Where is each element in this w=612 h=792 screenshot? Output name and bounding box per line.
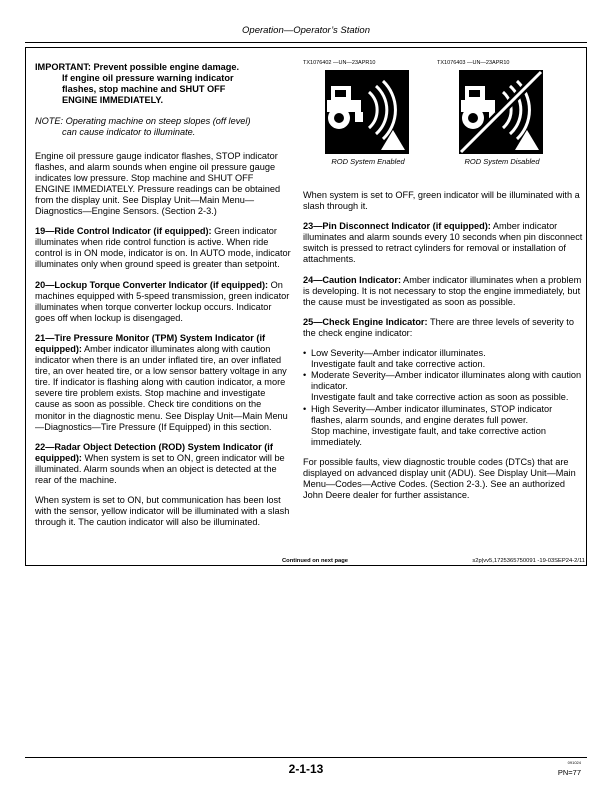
- page-header-title: Operation—Operator’s Station: [242, 25, 370, 36]
- figure-caption: ROD System Enabled: [331, 157, 405, 166]
- note-line-1: NOTE: Operating machine on steep slopes (off level): [35, 116, 251, 127]
- important-line-3: flashes, stop machine and SHUT OFF: [62, 84, 226, 95]
- item-21-body: Amber indicator illuminates along with caution indicator when there is an under inflated tire, an over inflated tire, an over heated tire, or a low sensor battery voltage in any tire. If indicator is flashing along with caution indicator, a more severe tire problem exists. Stop machine and investigate cause as soon as possible. Check tire conditions on the monitor in the diagnostic menu. See Display Unit—Main Menu—Diagnostics—Tire Pressure (If Equipped) in this section.: [35, 343, 288, 432]
- item-24-heading: 24—Caution Indicator:: [303, 274, 402, 285]
- section-code: s2p|vv5,1725365750091 -19-03SEP24-2/11: [472, 558, 585, 564]
- left-column: [35, 62, 291, 537]
- item-19-heading: 19—Ride Control Indicator (if equipped):: [35, 226, 212, 237]
- note-line-2: can cause indicator to illuminate.: [62, 127, 196, 138]
- figure-caption: ROD System Disabled: [464, 157, 540, 166]
- item-19: [35, 226, 291, 270]
- footer-rule: [25, 757, 587, 758]
- item-20-heading: 20—Lockup Torque Converter Indicator (if equipped):: [35, 279, 269, 290]
- item-25-heading: 25—Check Engine Indicator:: [303, 316, 428, 327]
- item-21: [35, 333, 291, 433]
- item-23-body: Amber indicator illuminates and alarm sounds every 10 seconds when pin disconnect switch is pressed to retract cylinders for removal or installation of attachments.: [303, 221, 583, 265]
- figure-code: TX1076403 —UN—23APR10: [437, 60, 510, 66]
- severity-low-action: Investigate fault and take corrective action.: [311, 359, 486, 370]
- rod-off-paragraph: When system is set to OFF, green indicator will be illuminated with a slash through it.: [303, 190, 580, 212]
- important-notice: [35, 62, 291, 106]
- item-23-heading: 23—Pin Disconnect Indicator (if equipped):: [303, 221, 491, 232]
- oil-pressure-paragraph: Engine oil pressure gauge indicator flashes, STOP indicator flashes, and alarm sounds when engine oil pressure gauge indicates low pressure. Stop machine and SHUT OFF ENGINE IMMEDIATELY. Pressure readings can be obtained from the display unit. See Display Unit—Main Menu—Diagnostics—Engine Sensors. (Section 2-3.): [35, 150, 281, 217]
- item-25-body: There are three levels of severity to the check engine indicator:: [303, 316, 574, 338]
- list-item: [303, 370, 585, 403]
- item-24: [303, 275, 585, 308]
- item-20: [35, 280, 291, 324]
- important-line-1: IMPORTANT: Prevent possible engine damage.: [35, 62, 240, 72]
- list-item: [303, 348, 585, 370]
- severity-high: High Severity—Amber indicator illuminates, STOP indicator flashes, alarm sounds, and engine derates full power.: [311, 403, 553, 425]
- page-number: 2-1-13: [288, 762, 324, 776]
- item-21-heading: 21—Tire Pressure Monitor (TPM) System Indicator (if equipped):: [35, 332, 266, 354]
- severity-low: Low Severity—Amber indicator illuminates.: [311, 348, 486, 359]
- item-23: [303, 221, 585, 265]
- pn-number: PN=77: [557, 768, 581, 777]
- important-line-4: ENGINE IMMEDIATELY.: [62, 95, 164, 106]
- figure-rod-enabled: [303, 60, 433, 166]
- item-25: [303, 317, 585, 339]
- rod-disabled-icon: [459, 70, 543, 154]
- item-24-body: Amber indicator illuminates when a problem is developing. It is not necessary to stop the engine immediately, but the cause must be investigated as soon as possible.: [303, 274, 582, 307]
- figure-code: TX1076402 —UN—23APR10: [303, 60, 376, 66]
- continued-note: Continued on next page: [282, 558, 349, 564]
- severity-list: [303, 348, 585, 448]
- rod-enabled-icon: [325, 70, 409, 154]
- footer-small-code: 091024: [567, 760, 581, 765]
- note: [35, 116, 291, 138]
- figure-rod-disabled: [437, 60, 567, 166]
- right-column: [303, 190, 585, 510]
- severity-moderate-action: Investigate fault and take corrective action as soon as possible.: [311, 392, 569, 403]
- item-22-heading: 22—Radar Object Detection (ROD) System Indicator (if equipped):: [35, 441, 273, 463]
- severity-high-action: Stop machine, investigate fault, and take corrective action immediately.: [311, 425, 546, 447]
- dtc-paragraph: For possible faults, view diagnostic trouble codes (DTCs) that are displayed on advanced display unit (ADU). See Display Unit—Main Menu—Codes—Active Codes. (Section 2-3.). See an authorized John Deere dealer for further assistance.: [303, 456, 576, 501]
- item-19-body: Green indicator illuminates when ride control function is active. When ride control is in ON mode, indicator is on. In AUTO mode, indicator illuminates only when ground speed is greater than setpoint.: [35, 226, 291, 270]
- severity-moderate: Moderate Severity—Amber indicator illuminates along with caution indicator.: [311, 370, 582, 392]
- item-22: [35, 442, 291, 486]
- item-22-body: When system is set to ON, green indicator will be illuminated. Alarm sounds when an object is detected at the rear of the machine.: [35, 452, 285, 485]
- list-item: [303, 404, 585, 448]
- important-line-2: If engine oil pressure warning indicator: [62, 73, 234, 84]
- item-22-continued: When system is set to ON, but communication has been lost with the sensor, yellow indicator will be illuminated with a slash through it. The caution indicator will also be illuminated.: [35, 495, 290, 528]
- rod-figures: [303, 60, 585, 170]
- header-rule: [25, 42, 587, 43]
- item-20-body: On machines equipped with 5-speed transmission, green indicator illuminates when torque converter lockup occurs. Indicator goes off when lockup is disengaged.: [35, 279, 290, 323]
